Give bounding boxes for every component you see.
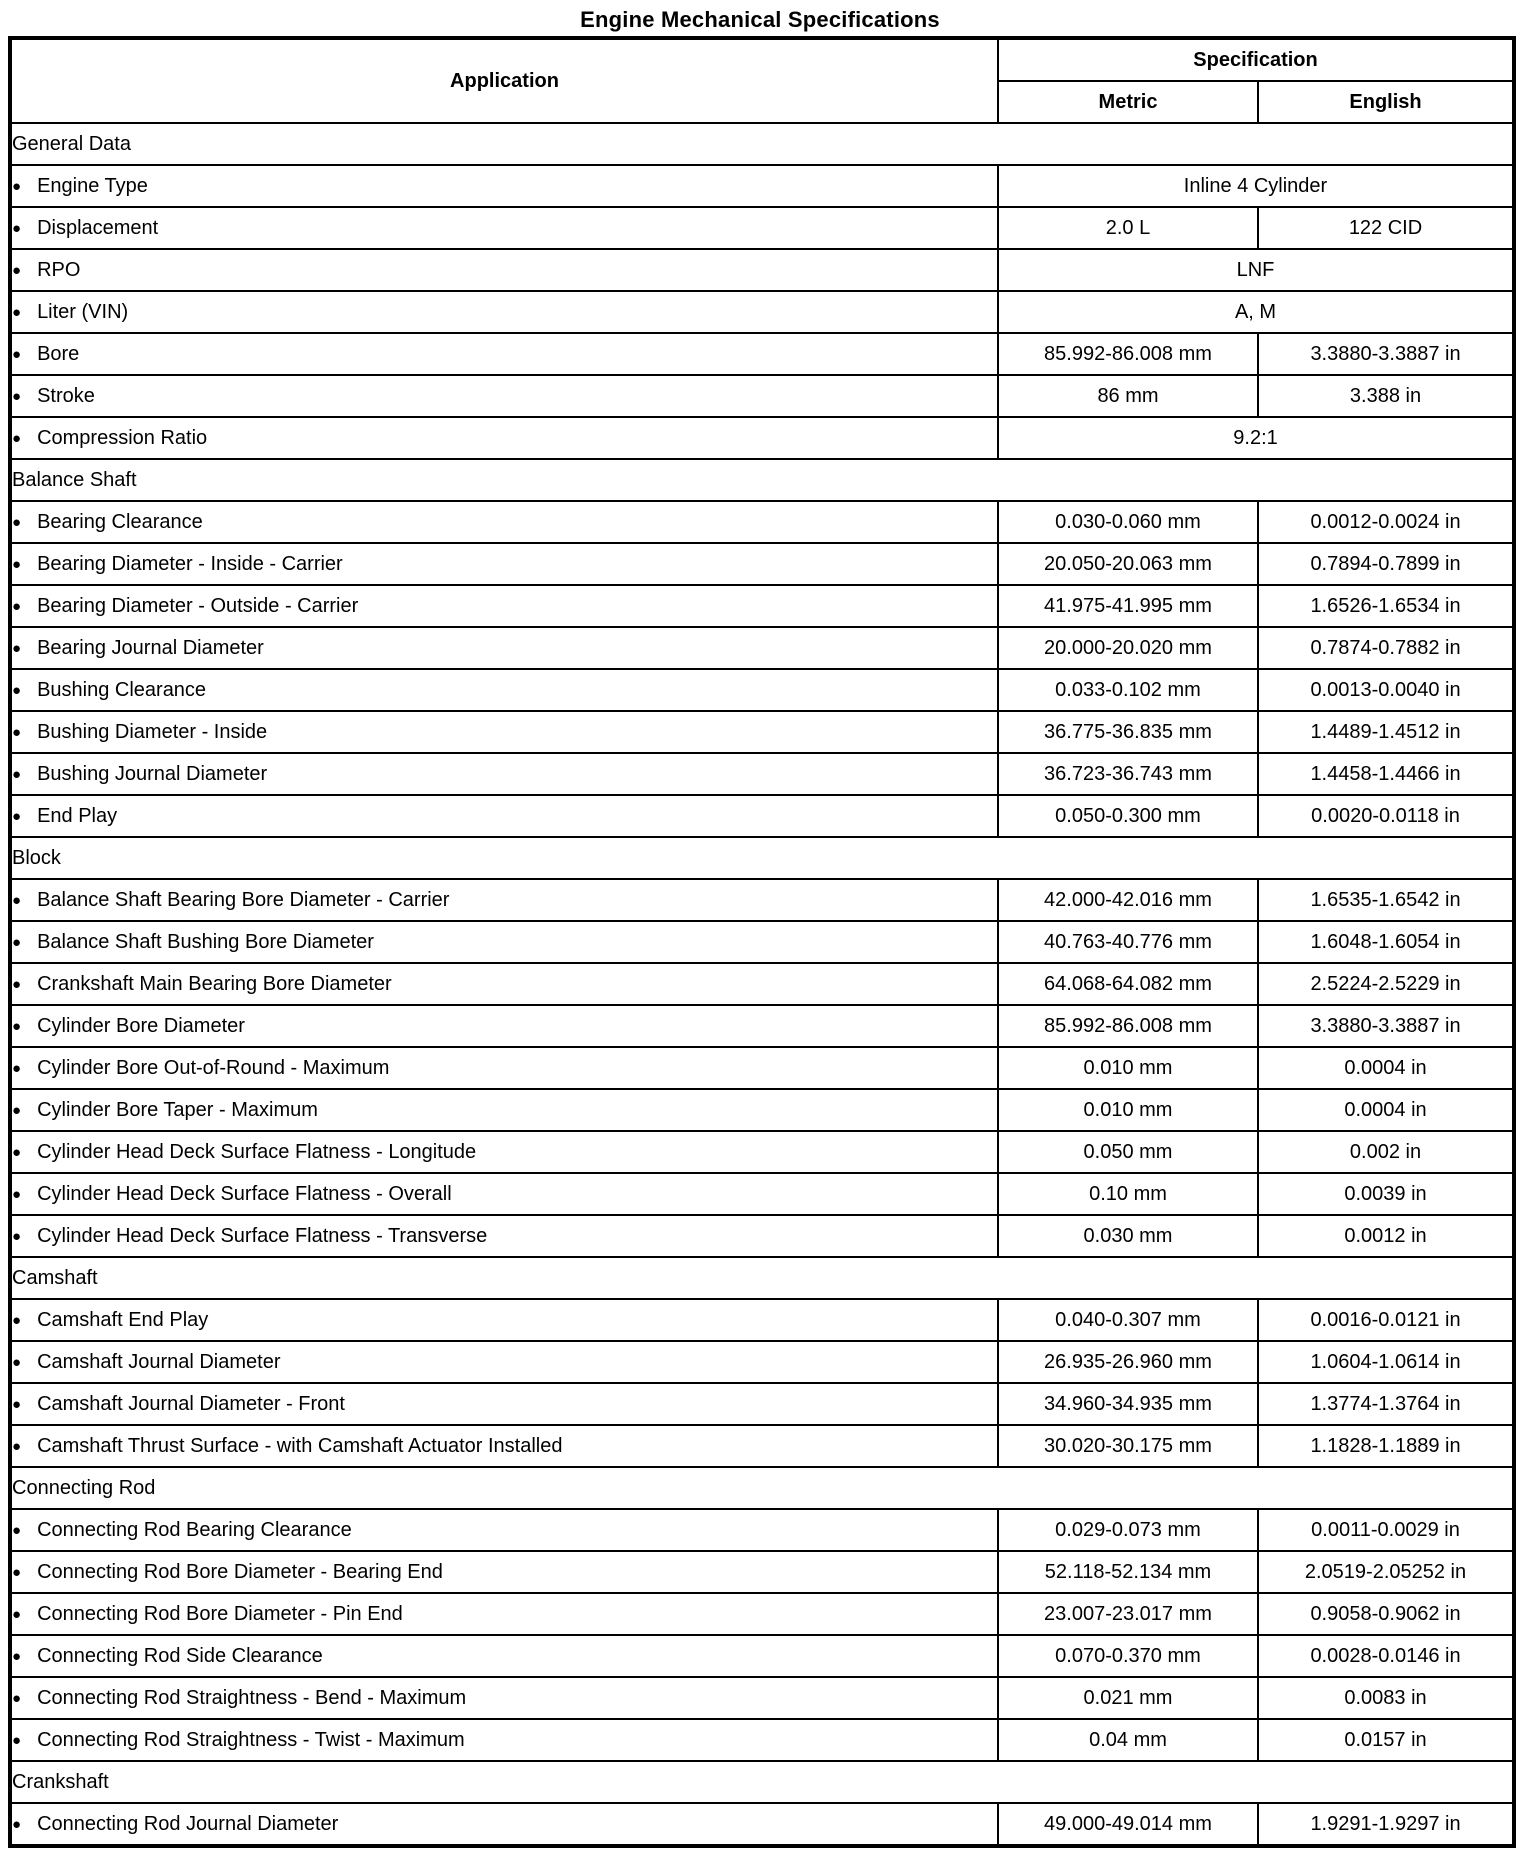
bullet-icon: ● [12,1395,22,1413]
table-row [10,1005,1514,1047]
table-row [10,879,1514,921]
metric-value-cell: 42.000-42.016 mm [998,879,1258,921]
english-value-cell: 0.0020-0.0118 in [1258,795,1514,837]
english-value-cell: 0.0004 in [1258,1047,1514,1089]
bullet-icon: ● [12,597,22,615]
bullet-icon: ● [12,1605,22,1623]
table-row [10,291,1514,333]
table-row [10,963,1514,1005]
table-row [10,249,1514,291]
application-cell [10,1383,998,1425]
application-cell [10,585,998,627]
row-label: Cylinder Bore Taper - Maximum [37,1098,318,1121]
application-cell [10,1341,998,1383]
table-row [10,1383,1514,1425]
english-value-cell: 1.4489-1.4512 in [1258,711,1514,753]
application-cell [10,543,998,585]
application-cell [10,1173,998,1215]
application-cell [10,753,998,795]
application-cell [10,963,998,1005]
table-row [10,417,1514,459]
row-label: RPO [37,258,81,281]
bullet-icon: ● [12,219,22,237]
row-label: Bushing Clearance [37,678,207,701]
row-label: Liter (VIN) [37,300,129,323]
row-label: Cylinder Bore Out-of-Round - Maximum [37,1056,390,1079]
spec-value-cell: A, M [998,291,1514,333]
metric-value-cell: 0.029-0.073 mm [998,1509,1258,1551]
column-header-metric: Metric [998,81,1258,123]
bullet-icon: ● [12,261,22,279]
column-header-application: Application [10,38,998,123]
english-value-cell: 1.6048-1.6054 in [1258,921,1514,963]
application-cell [10,1719,998,1761]
application-cell [10,1803,998,1846]
metric-value-cell: 2.0 L [998,207,1258,249]
application-cell [10,1299,998,1341]
section-row [10,123,1514,165]
metric-value-cell: 30.020-30.175 mm [998,1425,1258,1467]
row-label: Connecting Rod Bore Diameter - Bearing End [37,1560,443,1583]
metric-value-cell: 0.010 mm [998,1089,1258,1131]
application-cell [10,921,998,963]
metric-value-cell: 0.070-0.370 mm [998,1635,1258,1677]
bullet-icon: ● [12,1563,22,1581]
application-cell [10,1509,998,1551]
bullet-icon: ● [12,1101,22,1119]
english-value-cell: 1.4458-1.4466 in [1258,753,1514,795]
english-value-cell: 1.6526-1.6534 in [1258,585,1514,627]
bullet-icon: ● [12,1521,22,1539]
english-value-cell: 0.0083 in [1258,1677,1514,1719]
row-label: Displacement [37,216,159,239]
row-label: Cylinder Head Deck Surface Flatness - Longitude [37,1140,477,1163]
application-cell [10,1635,998,1677]
bullet-icon: ● [12,1353,22,1371]
row-label: Connecting Rod Bearing Clearance [37,1518,352,1541]
metric-value-cell: 0.030 mm [998,1215,1258,1257]
application-cell [10,291,998,333]
row-label: Cylinder Bore Diameter [37,1014,245,1037]
section-header: Balance Shaft [10,459,1514,501]
section-header: Block [10,837,1514,879]
header-row-1 [10,38,1514,81]
english-value-cell: 0.7894-0.7899 in [1258,543,1514,585]
bullet-icon: ● [12,891,22,909]
metric-value-cell: 0.010 mm [998,1047,1258,1089]
table-row [10,627,1514,669]
bullet-icon: ● [12,513,22,531]
application-cell [10,375,998,417]
metric-value-cell: 41.975-41.995 mm [998,585,1258,627]
metric-value-cell: 0.04 mm [998,1719,1258,1761]
application-cell [10,501,998,543]
table-row [10,1425,1514,1467]
application-cell [10,207,998,249]
english-value-cell: 0.0016-0.0121 in [1258,1299,1514,1341]
application-cell [10,1131,998,1173]
section-header: General Data [10,123,1514,165]
english-value-cell: 1.6535-1.6542 in [1258,879,1514,921]
metric-value-cell: 26.935-26.960 mm [998,1341,1258,1383]
table-row [10,1635,1514,1677]
bullet-icon: ● [12,723,22,741]
spec-value-cell: Inline 4 Cylinder [998,165,1514,207]
application-cell [10,1215,998,1257]
application-cell [10,1551,998,1593]
table-row [10,165,1514,207]
metric-value-cell: 86 mm [998,375,1258,417]
table-row [10,1215,1514,1257]
metric-value-cell: 49.000-49.014 mm [998,1803,1258,1846]
section-row [10,1257,1514,1299]
table-row [10,1131,1514,1173]
row-label: Connecting Rod Bore Diameter - Pin End [37,1602,403,1625]
bullet-icon: ● [12,1815,22,1833]
bullet-icon: ● [12,1185,22,1203]
section-row [10,837,1514,879]
english-value-cell: 1.1828-1.1889 in [1258,1425,1514,1467]
application-cell [10,627,998,669]
page-title: Engine Mechanical Specifications [580,7,940,32]
bullet-icon: ● [12,1437,22,1455]
metric-value-cell: 23.007-23.017 mm [998,1593,1258,1635]
row-label: Cylinder Head Deck Surface Flatness - Overall [37,1182,452,1205]
english-value-cell: 0.0004 in [1258,1089,1514,1131]
english-value-cell: 3.3880-3.3887 in [1258,333,1514,375]
row-label: Camshaft Journal Diameter - Front [37,1392,345,1415]
row-label: End Play [37,804,118,827]
table-row [10,1047,1514,1089]
english-value-cell: 0.002 in [1258,1131,1514,1173]
application-cell [10,333,998,375]
application-cell [10,795,998,837]
bullet-icon: ● [12,387,22,405]
row-label: Stroke [37,384,95,407]
row-label: Connecting Rod Straightness - Twist - Maximum [37,1728,465,1751]
row-label: Compression Ratio [37,426,208,449]
spec-value-cell: LNF [998,249,1514,291]
bullet-icon: ● [12,933,22,951]
row-label: Bearing Journal Diameter [37,636,264,659]
table-row [10,543,1514,585]
spec-value-cell: 9.2:1 [998,417,1514,459]
bullet-icon: ● [12,765,22,783]
table-row [10,669,1514,711]
table-row [10,1719,1514,1761]
bullet-icon: ● [12,1143,22,1161]
application-cell [10,165,998,207]
table-row [10,1299,1514,1341]
section-row [10,1761,1514,1803]
english-value-cell: 0.0013-0.0040 in [1258,669,1514,711]
bullet-icon: ● [12,1227,22,1245]
bullet-icon: ● [12,1647,22,1665]
english-value-cell: 0.0011-0.0029 in [1258,1509,1514,1551]
english-value-cell: 1.3774-1.3764 in [1258,1383,1514,1425]
column-header-english: English [1258,81,1514,123]
english-value-cell: 122 CID [1258,207,1514,249]
english-value-cell: 0.0039 in [1258,1173,1514,1215]
metric-value-cell: 20.050-20.063 mm [998,543,1258,585]
table-row [10,1341,1514,1383]
table-row [10,711,1514,753]
metric-value-cell: 0.021 mm [998,1677,1258,1719]
metric-value-cell: 40.763-40.776 mm [998,921,1258,963]
row-label: Balance Shaft Bushing Bore Diameter [37,930,374,953]
row-label: Connecting Rod Straightness - Bend - Maximum [37,1686,467,1709]
metric-value-cell: 0.030-0.060 mm [998,501,1258,543]
table-row [10,753,1514,795]
metric-value-cell: 85.992-86.008 mm [998,333,1258,375]
metric-value-cell: 64.068-64.082 mm [998,963,1258,1005]
table-row [10,795,1514,837]
english-value-cell: 1.0604-1.0614 in [1258,1341,1514,1383]
bullet-icon: ● [12,1689,22,1707]
application-cell [10,669,998,711]
table-row [10,585,1514,627]
table-row [10,1803,1514,1846]
bullet-icon: ● [12,975,22,993]
row-label: Bore [37,342,80,365]
bullet-icon: ● [12,1311,22,1329]
metric-value-cell: 34.960-34.935 mm [998,1383,1258,1425]
section-header: Connecting Rod [10,1467,1514,1509]
application-cell [10,711,998,753]
table-row [10,333,1514,375]
table-row [10,1509,1514,1551]
table-row [10,1551,1514,1593]
application-cell [10,879,998,921]
bullet-icon: ● [12,429,22,447]
row-label: Bushing Journal Diameter [37,762,268,785]
table-row [10,1677,1514,1719]
column-header-specification: Specification [998,38,1514,81]
english-value-cell: 0.9058-0.9062 in [1258,1593,1514,1635]
row-label: Balance Shaft Bearing Bore Diameter - Carrier [37,888,450,911]
table-row [10,1593,1514,1635]
english-value-cell: 2.5224-2.5229 in [1258,963,1514,1005]
metric-value-cell: 0.040-0.307 mm [998,1299,1258,1341]
english-value-cell: 3.3880-3.3887 in [1258,1005,1514,1047]
application-cell [10,249,998,291]
bullet-icon: ● [12,1731,22,1749]
row-label: Camshaft Thrust Surface - with Camshaft Actuator Installed [37,1434,563,1457]
row-label: Bearing Diameter - Inside - Carrier [37,552,343,575]
row-label: Engine Type [37,174,148,197]
table-row [10,1089,1514,1131]
english-value-cell: 0.0012 in [1258,1215,1514,1257]
row-label: Connecting Rod Side Clearance [37,1644,323,1667]
bullet-icon: ● [12,345,22,363]
row-label: Connecting Rod Journal Diameter [37,1812,339,1835]
english-value-cell: 1.9291-1.9297 in [1258,1803,1514,1846]
english-value-cell: 0.0028-0.0146 in [1258,1635,1514,1677]
row-label: Camshaft Journal Diameter [37,1350,281,1373]
metric-value-cell: 52.118-52.134 mm [998,1551,1258,1593]
application-cell [10,1047,998,1089]
bullet-icon: ● [12,639,22,657]
application-cell [10,1425,998,1467]
row-label: Bushing Diameter - Inside [37,720,268,743]
row-label: Bearing Diameter - Outside - Carrier [37,594,359,617]
application-cell [10,1677,998,1719]
bullet-icon: ● [12,681,22,699]
section-row [10,459,1514,501]
application-cell [10,1089,998,1131]
table-row [10,921,1514,963]
row-label: Camshaft End Play [37,1308,209,1331]
row-label: Crankshaft Main Bearing Bore Diameter [37,972,392,995]
metric-value-cell: 0.050-0.300 mm [998,795,1258,837]
application-cell [10,1593,998,1635]
english-value-cell: 2.0519-2.05252 in [1258,1551,1514,1593]
table-row [10,1173,1514,1215]
application-cell [10,417,998,459]
bullet-icon: ● [12,1017,22,1035]
metric-value-cell: 36.775-36.835 mm [998,711,1258,753]
bullet-icon: ● [12,555,22,573]
bullet-icon: ● [12,177,22,195]
english-value-cell: 0.7874-0.7882 in [1258,627,1514,669]
english-value-cell: 0.0012-0.0024 in [1258,501,1514,543]
bullet-icon: ● [12,807,22,825]
table-row [10,207,1514,249]
section-row [10,1467,1514,1509]
bullet-icon: ● [12,303,22,321]
metric-value-cell: 0.10 mm [998,1173,1258,1215]
metric-value-cell: 36.723-36.743 mm [998,753,1258,795]
metric-value-cell: 0.050 mm [998,1131,1258,1173]
table-row [10,375,1514,417]
row-label: Cylinder Head Deck Surface Flatness - Transverse [37,1224,488,1247]
metric-value-cell: 20.000-20.020 mm [998,627,1258,669]
bullet-icon: ● [12,1059,22,1077]
english-value-cell: 3.388 in [1258,375,1514,417]
metric-value-cell: 85.992-86.008 mm [998,1005,1258,1047]
row-label: Bearing Clearance [37,510,203,533]
application-cell [10,1005,998,1047]
metric-value-cell: 0.033-0.102 mm [998,669,1258,711]
english-value-cell: 0.0157 in [1258,1719,1514,1761]
section-header: Crankshaft [10,1761,1514,1803]
section-header: Camshaft [10,1257,1514,1299]
table-row [10,501,1514,543]
engine-specs-table [8,36,1516,1848]
